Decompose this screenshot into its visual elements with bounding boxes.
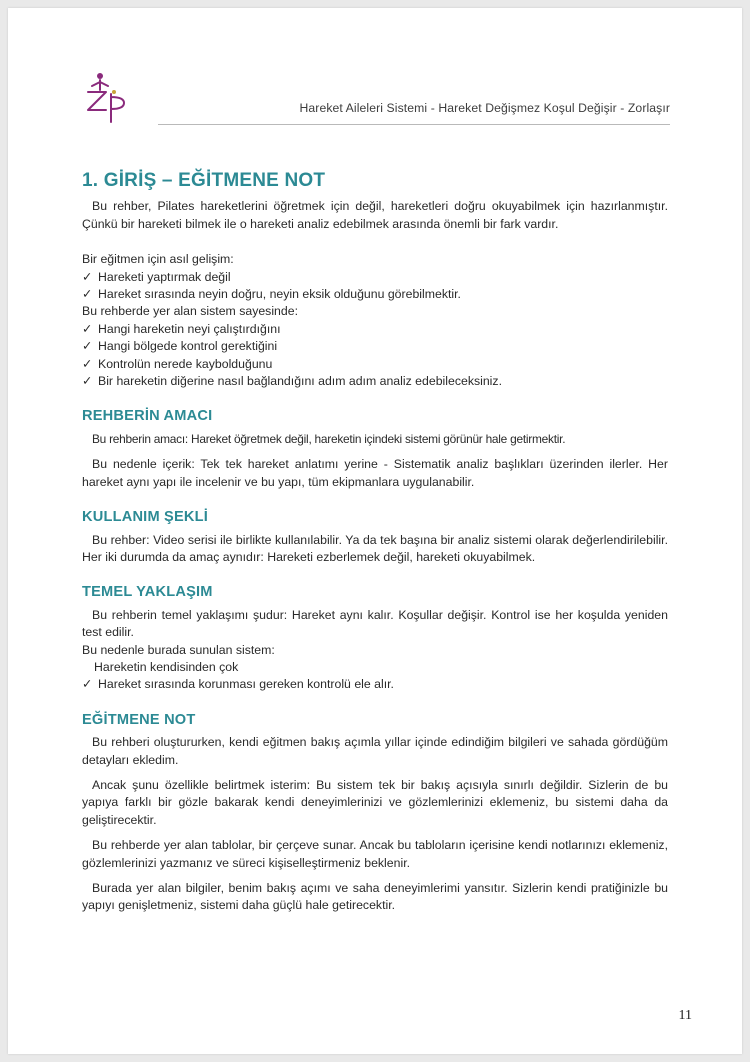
page-number: 11 bbox=[678, 1008, 692, 1023]
note-paragraph-3: Bu rehberde yer alan tablolar, bir çerçeve sunar. Ancak bu tabloların içerisine kendi notlarınızı eklemeniz, gözlemlerinizi yazmanız ve süreci kişiselleştirmeniz beklenir. bbox=[82, 838, 668, 870]
approach-line: Bu nedenle burada sunulan sistem: bbox=[82, 642, 275, 657]
zp-logo-icon bbox=[78, 70, 130, 128]
list-item: ✓ Hangi bölgede kontrol gerektiğini bbox=[82, 338, 668, 355]
section-title-purpose: REHBERİN AMACI bbox=[82, 408, 213, 425]
list-item: ✓ Hangi hareketin neyi çalıştırdığını bbox=[82, 321, 668, 338]
usage-paragraph: Bu rehber: Video serisi ile birlikte kullanılabilir. Ya da tek başına bir analiz sistemi olarak değerlendirilebilir. Her iki durumda da amaç aynıdır: Hareketi ezberlemek değil, hareketi okuyabilmek. bbox=[82, 532, 668, 564]
purpose-paragraph-1: Bu rehberin amacı: Hareket öğretmek değil, hareketin içindeki sistemi görünür hale getirmektir. bbox=[92, 431, 566, 446]
section-title-note: EĞİTMENE NOT bbox=[82, 711, 196, 728]
document-page bbox=[8, 8, 742, 1054]
list-item: ✓ Bir hareketin diğerine nasıl bağlandığını adım adım analiz edebileceksiniz. bbox=[82, 373, 668, 390]
section-title-approach: TEMEL YAKLAŞIM bbox=[82, 584, 213, 601]
purpose-paragraph-2: Bu nedenle içerik: Tek tek hareket anlatımı yerine - Sistematik analiz başlıkları üzerinden ilerler. Her hareket aynı yapı ile incelenir ve bu yapı, tüm ekipmanlara uygulanabilir. bbox=[82, 457, 668, 489]
note-paragraph-2: Ancak şunu özellikle belirtmek isterim: Bu sistem tek bir bakış açısıyla sınırlı değildir. Sizlerin de bu yapıya farklı bir gözle bakarak kendi deneyimlerinizi ve gözlemlerinizi eklemeniz, bu sistemi daha da geliştirecektir. bbox=[82, 777, 668, 827]
list-item: ✓ Kontrolün nerede kaybolduğunu bbox=[82, 356, 668, 373]
running-header: Hareket Aileleri Sistemi - Hareket Değişmez Koşul Değişir - Zorlaşır bbox=[158, 101, 670, 125]
approach-line: Hareketin kendisinden çok bbox=[94, 659, 239, 674]
page-content bbox=[82, 172, 668, 915]
list-item: ✓ Hareket sırasında neyin doğru, neyin eksik olduğunu görebilmektir. bbox=[82, 286, 668, 303]
intro-paragraph: Bu rehber, Pilates hareketlerini öğretmek için değil, hareketleri doğru okuyabilmek için hazırlanmıştır. Çünkü bir hareketi bilmek ile o hareketi analiz edebilmek arasında önemli bir fark vardır. bbox=[82, 199, 668, 231]
list-item: ✓ Hareket sırasında korunması gereken kontrolü ele alır. bbox=[82, 676, 668, 693]
approach-paragraph: Bu rehberin temel yaklaşımı şudur: Hareket aynı kalır. Koşullar değişir. Kontrol ise her koşulda yeniden test edilir. bbox=[82, 607, 668, 640]
dev-label: Bir eğitmen için asıl gelişim: bbox=[82, 252, 234, 267]
note-paragraph-1: Bu rehberi oluştururken, kendi eğitmen bakış açımla yıllar içinde edindiğim bilgileri ve sahada gördüğüm detayları ekledim. bbox=[82, 735, 668, 767]
list-item: ✓ Hareketi yaptırmak değil bbox=[82, 269, 668, 286]
system-label: Bu rehberde yer alan sistem sayesinde: bbox=[82, 304, 298, 319]
section-title-usage: KULLANIM ŞEKLİ bbox=[82, 509, 209, 526]
note-paragraph-4: Burada yer alan bilgiler, benim bakış açımı ve saha deneyimlerimi yansıtır. Sizlerin kendi pratiğinizle bu yapıyı genişletmeniz, sistemi daha güçlü hale getirecektir. bbox=[82, 881, 668, 913]
section-title-intro: 1. GİRİŞ – EĞİTMENE NOT bbox=[82, 170, 326, 191]
